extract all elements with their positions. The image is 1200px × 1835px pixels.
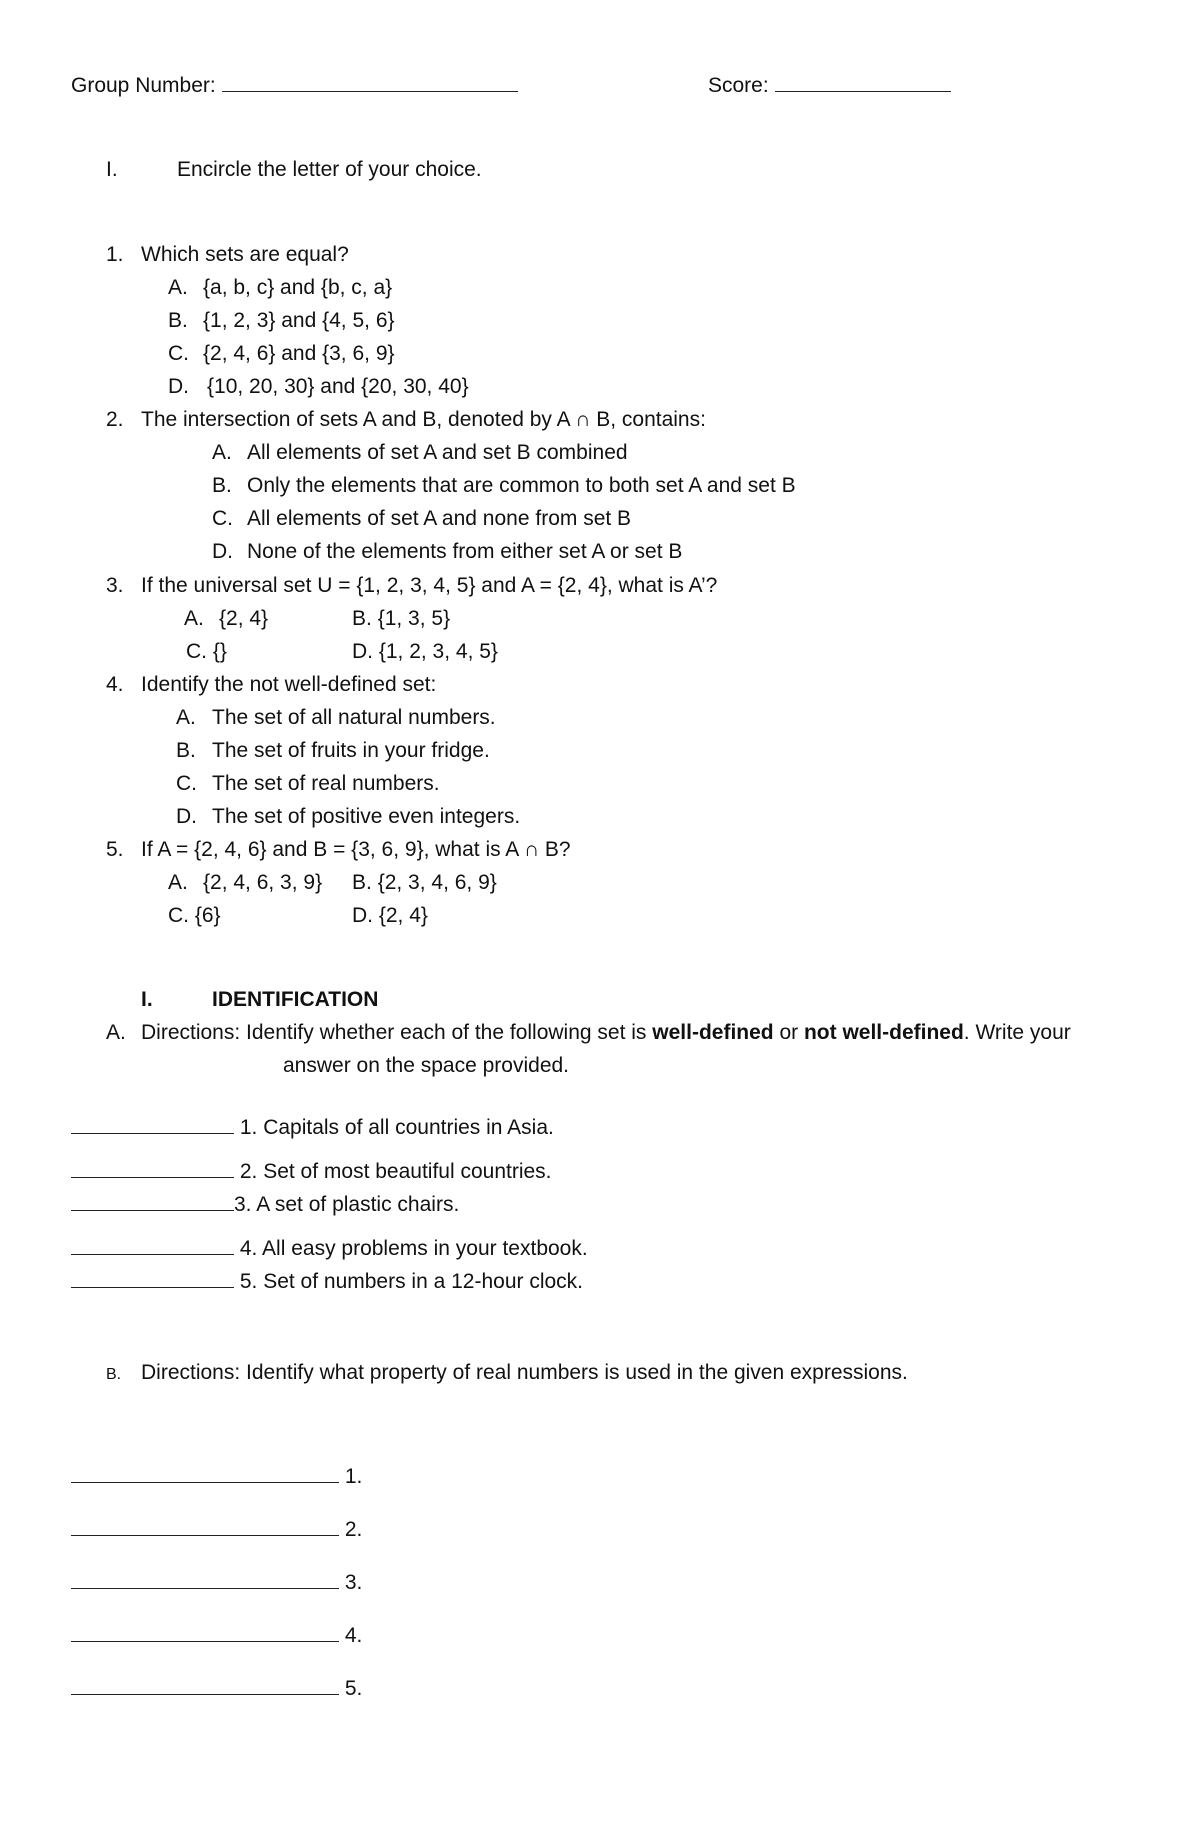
score-label: Score: (708, 73, 951, 99)
q4-choice-a-letter[interactable]: A. (176, 706, 196, 729)
q4-text: Identify the not well-defined set: (141, 673, 437, 696)
q5-number: 5. (106, 838, 124, 861)
answer-blank[interactable] (71, 1517, 339, 1536)
section-b-item: 1. (71, 1464, 362, 1490)
section-a-directions: Directions: Identify whether each of the following set is well-defined or not well-defined. Write your (141, 1021, 1071, 1044)
q5-choice-a-letter[interactable]: A. (168, 871, 188, 894)
group-number-field[interactable] (222, 73, 518, 92)
section-b-letter: B. (106, 1366, 122, 1383)
section-a-directions-line2: answer on the space provided. (283, 1054, 570, 1077)
q1-choice-d-text: {10, 20, 30} and {20, 30, 40} (207, 375, 469, 398)
q2-choice-a-text: All elements of set A and set B combined (247, 441, 628, 464)
section-a-item: 3. A set of plastic chairs. (71, 1192, 459, 1218)
q1-choice-b-letter[interactable]: B. (168, 309, 188, 332)
answer-blank[interactable] (71, 1464, 339, 1483)
q1-text: Which sets are equal? (141, 243, 349, 266)
q4-choice-c-letter[interactable]: C. (176, 772, 197, 795)
q4-choice-b-text: The set of fruits in your fridge. (212, 739, 490, 762)
section-b-item: 5. (71, 1676, 362, 1702)
q5-choice-a-text: {2, 4, 6, 3, 9} (203, 871, 323, 894)
q4-choice-d-text: The set of positive even integers. (212, 805, 521, 828)
q4-choice-a-text: The set of all natural numbers. (212, 706, 496, 729)
q4-choice-c-text: The set of real numbers. (212, 772, 440, 795)
answer-blank[interactable] (71, 1236, 234, 1255)
q2-choice-d-letter[interactable]: D. (212, 540, 233, 563)
q4-choice-b-letter[interactable]: B. (176, 739, 196, 762)
q5-choice-c[interactable]: C. {6} (168, 904, 221, 927)
q1-choice-d-letter[interactable]: D. (168, 375, 189, 398)
q1-choice-a-letter[interactable]: A. (168, 276, 188, 299)
section-b-item: 2. (71, 1517, 362, 1543)
q3-choice-d[interactable]: D. {1, 2, 3, 4, 5} (352, 640, 498, 663)
section-b-item: 3. (71, 1570, 362, 1596)
q1-choice-a-text: {a, b, c} and {b, c, a} (203, 276, 393, 299)
q3-text: If the universal set U = {1, 2, 3, 4, 5} and A = {2, 4}, what is A’? (141, 574, 718, 597)
q2-choice-b-text: Only the elements that are common to both set A and set B (247, 474, 796, 497)
q1-number: 1. (106, 243, 124, 266)
section-a-item: 5. Set of numbers in a 12-hour clock. (71, 1269, 583, 1295)
q2-choice-c-letter[interactable]: C. (212, 507, 233, 530)
q5-text: If A = {2, 4, 6} and B = {3, 6, 9}, what is A ∩ B? (141, 838, 571, 861)
q2-choice-a-letter[interactable]: A. (212, 441, 232, 464)
q3-choice-a-text: {2, 4} (219, 607, 269, 630)
answer-blank[interactable] (71, 1192, 234, 1211)
part1-instruction: Encircle the letter of your choice. (177, 158, 482, 181)
section-a-item: 1. Capitals of all countries in Asia. (71, 1115, 554, 1141)
q5-choice-b[interactable]: B. {2, 3, 4, 6, 9} (352, 871, 497, 894)
answer-blank[interactable] (71, 1623, 339, 1642)
part2-roman: I. (141, 988, 153, 1011)
q3-number: 3. (106, 574, 124, 597)
section-b-item: 4. (71, 1623, 362, 1649)
score-field[interactable] (775, 73, 951, 92)
q1-choice-c-letter[interactable]: C. (168, 342, 189, 365)
section-a-item: 4. All easy problems in your textbook. (71, 1236, 588, 1262)
q5-choice-d[interactable]: D. {2, 4} (352, 904, 428, 927)
part2-title: IDENTIFICATION (212, 988, 379, 1011)
q2-number: 2. (106, 408, 124, 431)
answer-blank[interactable] (71, 1159, 234, 1178)
section-a-item: 2. Set of most beautiful countries. (71, 1159, 552, 1185)
q4-number: 4. (106, 673, 124, 696)
answer-blank[interactable] (71, 1115, 234, 1134)
answer-blank[interactable] (71, 1676, 339, 1695)
q2-choice-d-text: None of the elements from either set A or set B (247, 540, 683, 563)
q3-choice-b[interactable]: B. {1, 3, 5} (352, 607, 451, 630)
section-a-letter: A. (106, 1021, 126, 1044)
part1-roman: I. (106, 158, 118, 181)
section-b-directions: Directions: Identify what property of real numbers is used in the given expressions. (141, 1361, 908, 1384)
answer-blank[interactable] (71, 1570, 339, 1589)
group-number-label: Group Number: (71, 73, 518, 99)
q2-choice-b-letter[interactable]: B. (212, 474, 232, 497)
q2-choice-c-text: All elements of set A and none from set B (247, 507, 632, 530)
q1-choice-b-text: {1, 2, 3} and {4, 5, 6} (203, 309, 395, 332)
q2-text: The intersection of sets A and B, denoted by A ∩ B, contains: (141, 408, 706, 431)
q4-choice-d-letter[interactable]: D. (176, 805, 197, 828)
answer-blank[interactable] (71, 1269, 234, 1288)
q3-choice-a-letter[interactable]: A. (184, 607, 204, 630)
q3-choice-c[interactable]: C. {} (186, 640, 227, 663)
q1-choice-c-text: {2, 4, 6} and {3, 6, 9} (203, 342, 395, 365)
